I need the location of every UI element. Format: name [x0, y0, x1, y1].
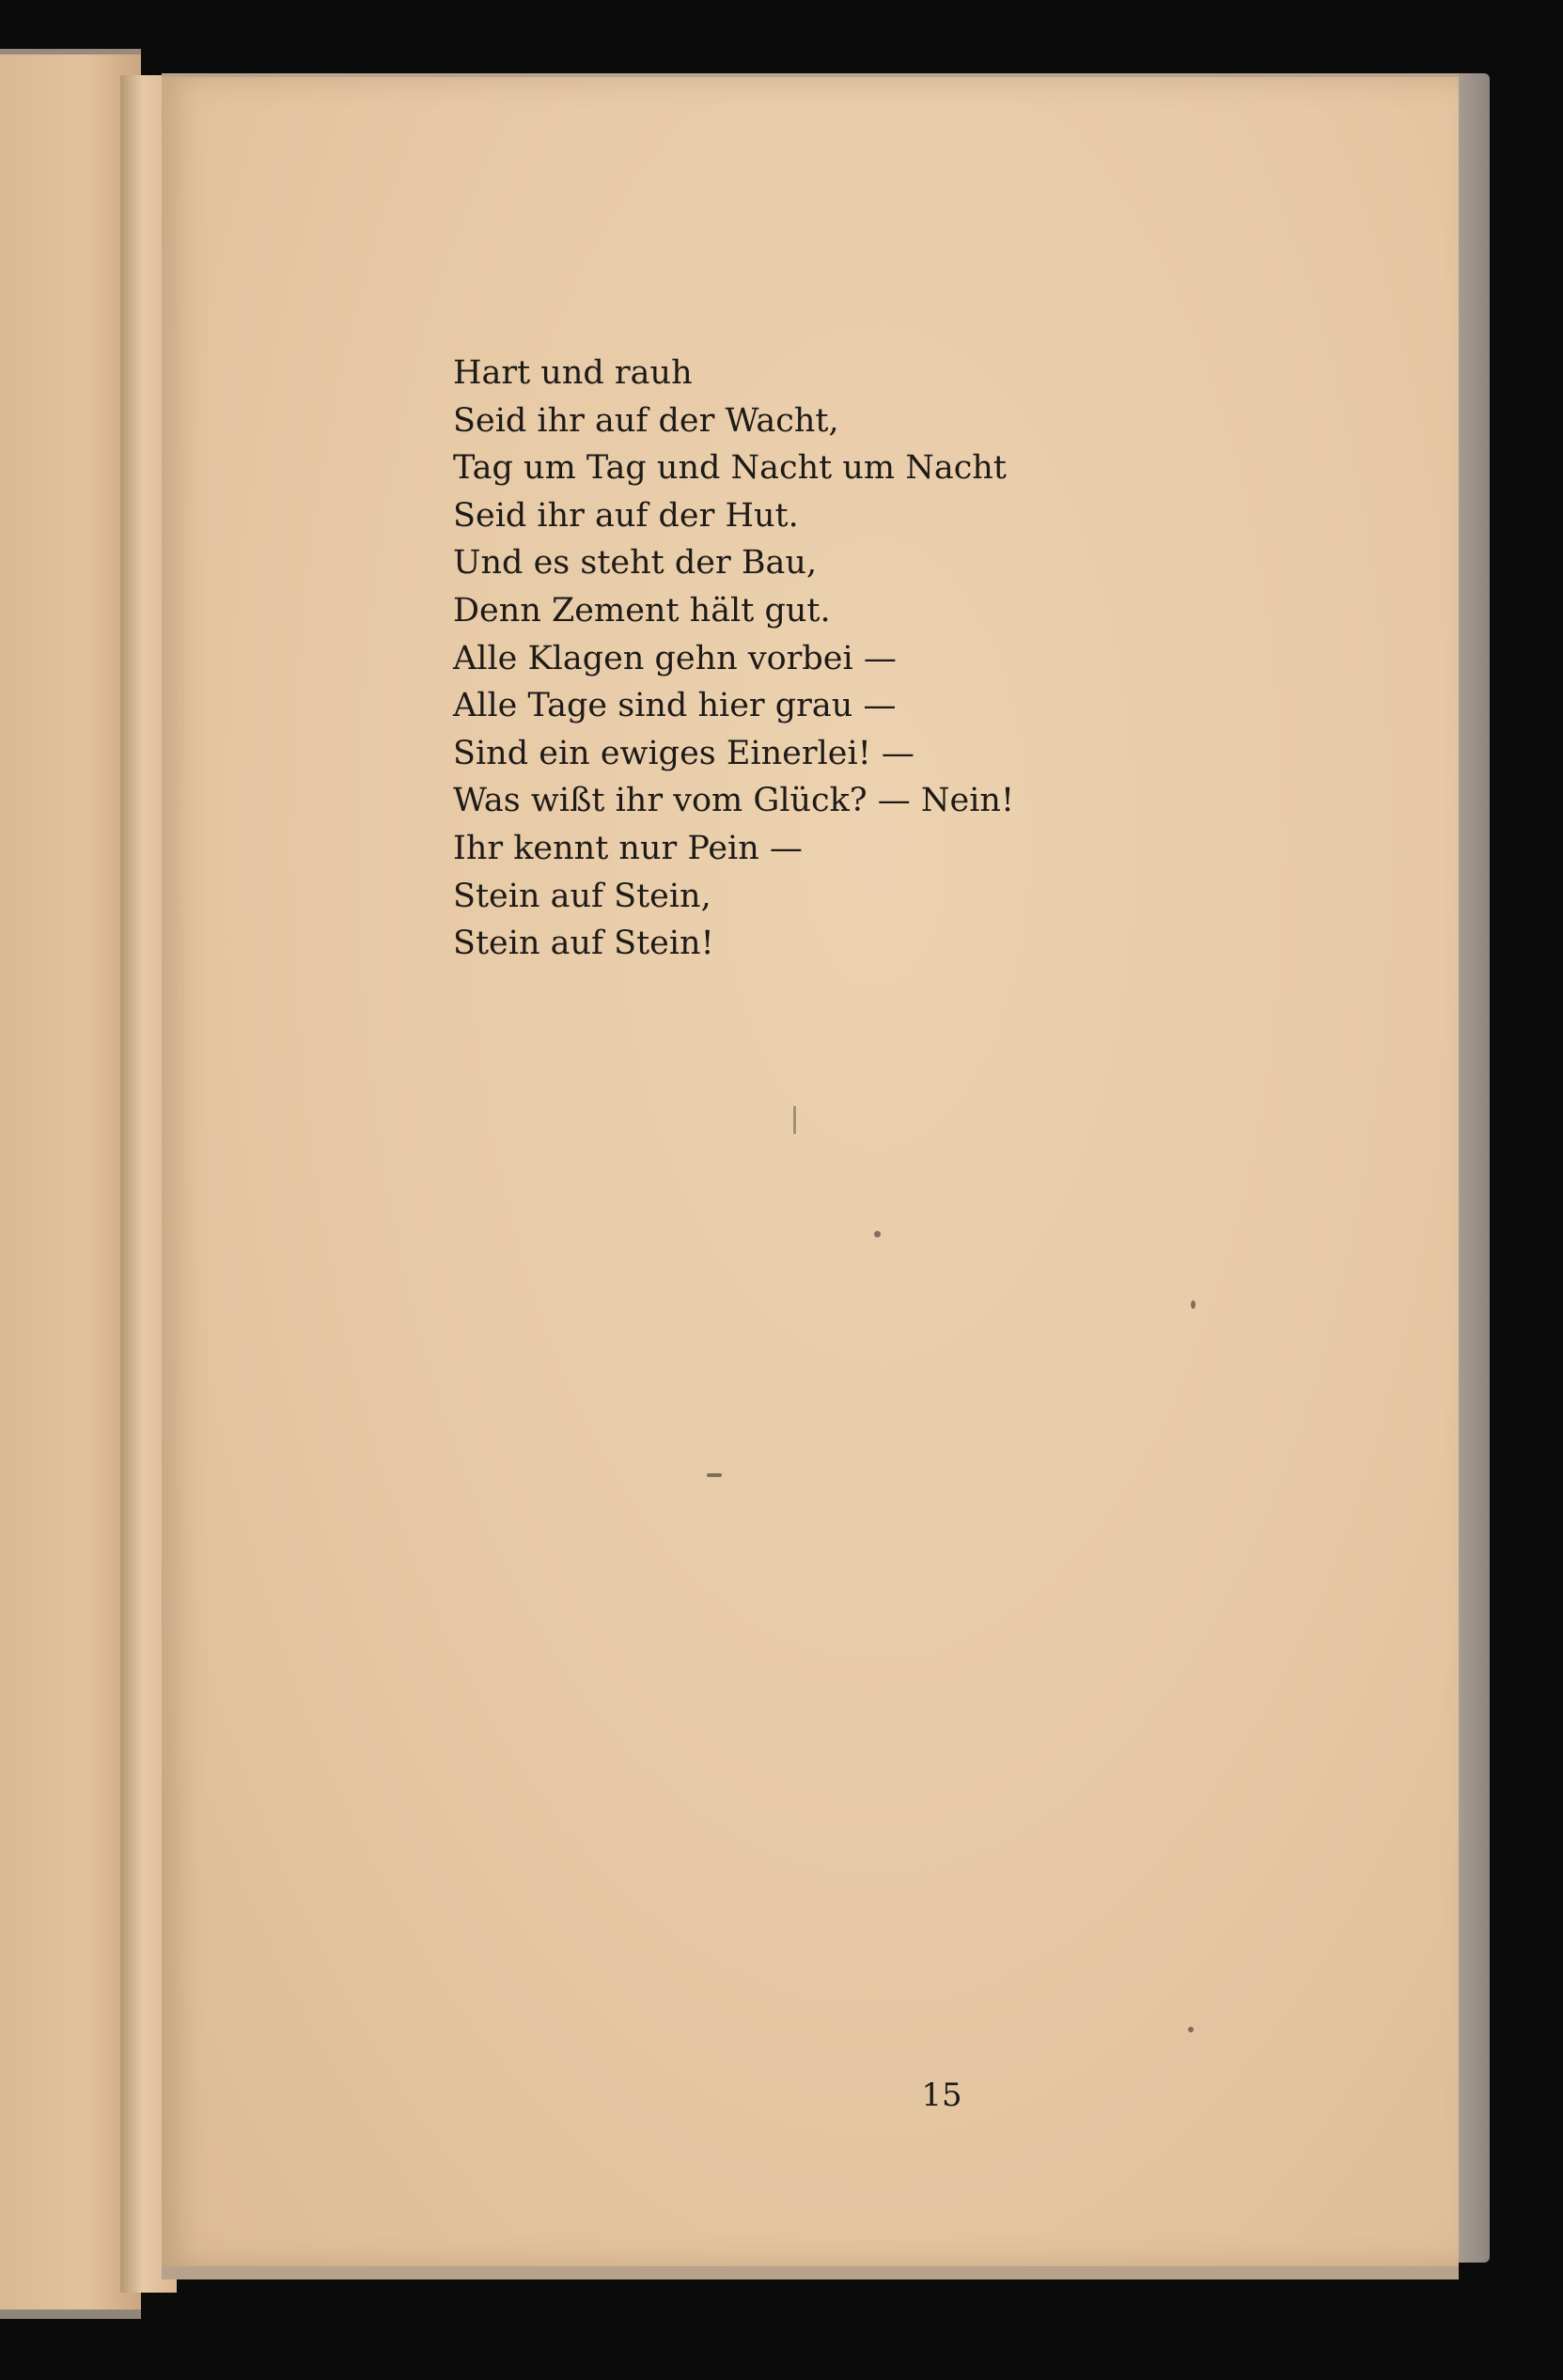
poem-line: Ihr kennt nur Pein —	[453, 829, 803, 867]
poem-line: Stein auf Stein!	[453, 925, 714, 963]
poem-line: Tag um Tag und Nacht um Nacht	[453, 449, 1007, 488]
poem-text	[453, 350, 1014, 968]
poem-line: Stein auf Stein,	[453, 877, 711, 915]
paper-speck	[793, 1106, 796, 1134]
poem-line: Denn Zement hält gut.	[453, 591, 831, 630]
poem-line: Seid ihr auf der Wacht,	[453, 401, 839, 440]
poem-line: Was wißt ihr vom Glück? — Nein!	[453, 782, 1015, 820]
paper-speck	[874, 1231, 881, 1237]
paper-speck	[707, 1473, 722, 1477]
poem-line: Hart und rauh	[453, 354, 693, 392]
poem-line: Alle Tage sind hier grau —	[453, 687, 897, 725]
poem-line: Alle Klagen gehn vorbei —	[453, 639, 897, 677]
poem-line: Sind ein ewiges Einerlei! —	[453, 734, 914, 772]
page-number: 15	[921, 2077, 962, 2114]
paper-speck	[1188, 2027, 1194, 2032]
poem-line: Und es steht der Bau,	[453, 544, 818, 583]
poem-line: Seid ihr auf der Hut.	[453, 496, 799, 535]
book-page	[162, 73, 1459, 2279]
paper-speck	[1191, 1300, 1196, 1309]
